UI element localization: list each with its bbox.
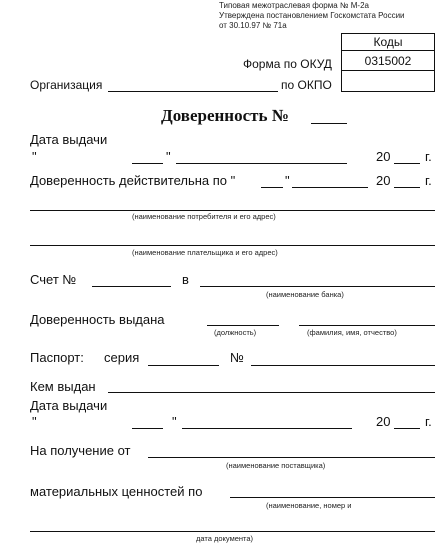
issue-year-suffix: г. — [425, 149, 432, 164]
passport-number-label: № — [230, 350, 244, 365]
issued-by-field[interactable] — [108, 392, 435, 393]
passport-issue-quote-close: " — [172, 414, 177, 429]
issue-month-field[interactable] — [176, 163, 347, 164]
codes-table — [341, 33, 435, 92]
bank-field[interactable] — [200, 286, 435, 287]
materials-document-field[interactable] — [230, 497, 435, 498]
account-in-label: в — [182, 272, 189, 287]
valid-year-field[interactable] — [394, 187, 420, 188]
okpo-label: по ОКПО — [281, 78, 332, 92]
codes-title: Коды — [342, 34, 435, 51]
valid-year-prefix: 20 — [376, 173, 391, 188]
valid-quote-close: " — [285, 173, 290, 188]
document-date-field[interactable] — [30, 531, 435, 532]
issued-to-label: Доверенность выдана — [30, 312, 165, 327]
valid-month-field[interactable] — [292, 187, 368, 188]
issue-date-label: Дата выдачи — [30, 132, 108, 147]
supplier-caption: (наименование поставщика) — [226, 461, 326, 470]
issue-day-field[interactable] — [132, 163, 163, 164]
passport-issue-day-field[interactable] — [132, 428, 163, 429]
payer-field[interactable] — [30, 245, 435, 246]
approval-date-line: от 30.10.97 № 71а — [219, 21, 287, 30]
document-date-caption: дата документа) — [196, 534, 254, 543]
receipt-label: На получение от — [30, 443, 131, 458]
issue-quote-open: " — [32, 149, 37, 164]
passport-issue-year-prefix: 20 — [376, 414, 391, 429]
power-of-attorney-number-field[interactable] — [311, 123, 347, 124]
position-field[interactable] — [207, 325, 279, 326]
payer-caption: (наименование плательщика и его адрес) — [132, 248, 278, 257]
full-name-caption: (фамилия, имя, отчество) — [307, 328, 397, 337]
consumer-field[interactable] — [30, 210, 435, 211]
full-name-field[interactable] — [299, 325, 435, 326]
passport-number-field[interactable] — [251, 365, 435, 366]
passport-issue-year-suffix: г. — [425, 414, 432, 429]
passport-label: Паспорт: — [30, 350, 84, 365]
document-caption: (наименование, номер и — [266, 501, 352, 510]
issued-by-label: Кем выдан — [30, 379, 96, 394]
form-type-line: Типовая межотраслевая форма № М-2а — [219, 1, 369, 10]
issue-year-field[interactable] — [394, 163, 420, 164]
organization-label: Организация — [30, 78, 103, 92]
valid-year-suffix: г. — [425, 173, 432, 188]
passport-issue-month-field[interactable] — [182, 428, 352, 429]
valid-day-field[interactable] — [261, 187, 283, 188]
passport-issue-year-field[interactable] — [394, 428, 420, 429]
consumer-caption: (наименование потребителя и его адрес) — [132, 212, 276, 221]
approval-line: Утверждена постановлением Госкомстата России — [219, 11, 405, 20]
page-title: Доверенность № — [161, 106, 289, 125]
passport-issue-quote-open: " — [32, 414, 37, 429]
account-label: Счет № — [30, 272, 77, 287]
position-caption: (должность) — [214, 328, 257, 337]
passport-series-field[interactable] — [148, 365, 219, 366]
okud-label: Форма по ОКУД — [243, 57, 332, 71]
account-number-field[interactable] — [92, 286, 171, 287]
organization-field[interactable] — [108, 91, 278, 92]
bank-caption: (наименование банка) — [266, 290, 344, 299]
passport-series-label: серия — [104, 350, 140, 365]
issue-year-prefix: 20 — [376, 149, 391, 164]
okpo-code-cell[interactable] — [342, 71, 435, 92]
passport-issue-date-label: Дата выдачи — [30, 398, 108, 413]
okud-code-cell[interactable]: 0315002 — [342, 51, 435, 71]
valid-until-label: Доверенность действительна по " — [30, 173, 236, 188]
supplier-field[interactable] — [148, 457, 435, 458]
materials-label: материальных ценностей по — [30, 484, 203, 499]
issue-quote-close: " — [166, 149, 171, 164]
